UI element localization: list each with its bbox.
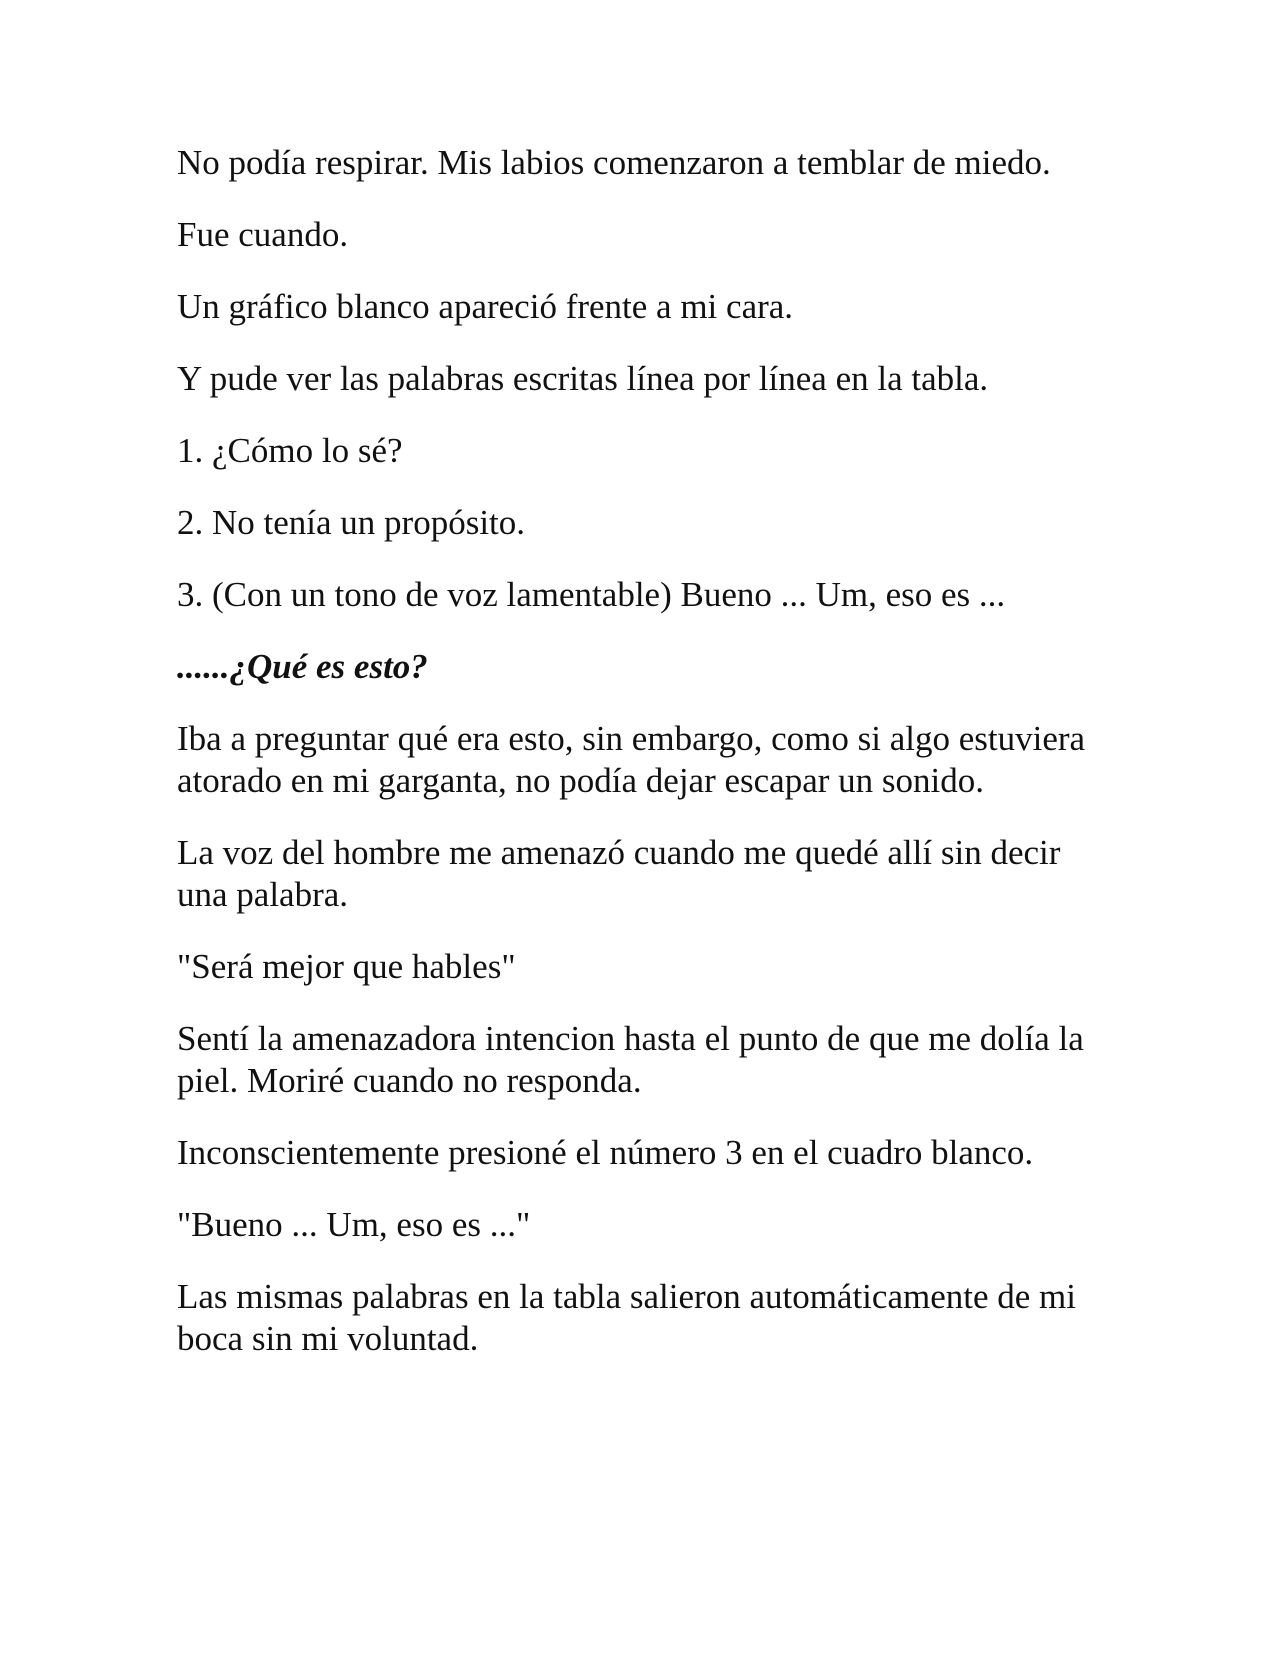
paragraph: No podía respirar. Mis labios comenzaron a temblar de miedo.: [177, 143, 1051, 182]
list-item: 1. ¿Cómo lo sé?: [177, 431, 403, 470]
dialogue-paragraph: "Será mejor que hables": [177, 947, 516, 986]
paragraph: Sentí la amenazadora intencion hasta el punto de que me dolía la piel. Moriré cuando no responda.: [177, 1019, 1084, 1100]
list-item: 2. No tenía un propósito.: [177, 503, 526, 542]
paragraph: Fue cuando.: [177, 215, 349, 254]
paragraph: La voz del hombre me amenazó cuando me quedé allí sin decir una palabra.: [177, 833, 1061, 914]
paragraph: Y pude ver las palabras escritas línea por línea en la tabla.: [177, 359, 989, 398]
paragraph: Un gráfico blanco apareció frente a mi cara.: [177, 287, 794, 326]
list-item: 3. (Con un tono de voz lamentable) Bueno ... Um, eso es ...: [177, 575, 1006, 614]
document-page: [177, 142, 1117, 1390]
paragraph: Iba a preguntar qué era esto, sin embargo, como si algo estuviera atorado en mi garganta, no podía dejar escapar un sonido.: [177, 719, 1086, 800]
paragraph: Inconscientemente presioné el número 3 en el cuadro blanco.: [177, 1133, 1034, 1172]
dialogue-paragraph: "Bueno ... Um, eso es ...": [177, 1205, 531, 1244]
paragraph: Las mismas palabras en la tabla salieron automáticamente de mi boca sin mi voluntad.: [177, 1277, 1076, 1358]
emphasized-paragraph: ......¿Qué es esto?: [177, 647, 428, 686]
